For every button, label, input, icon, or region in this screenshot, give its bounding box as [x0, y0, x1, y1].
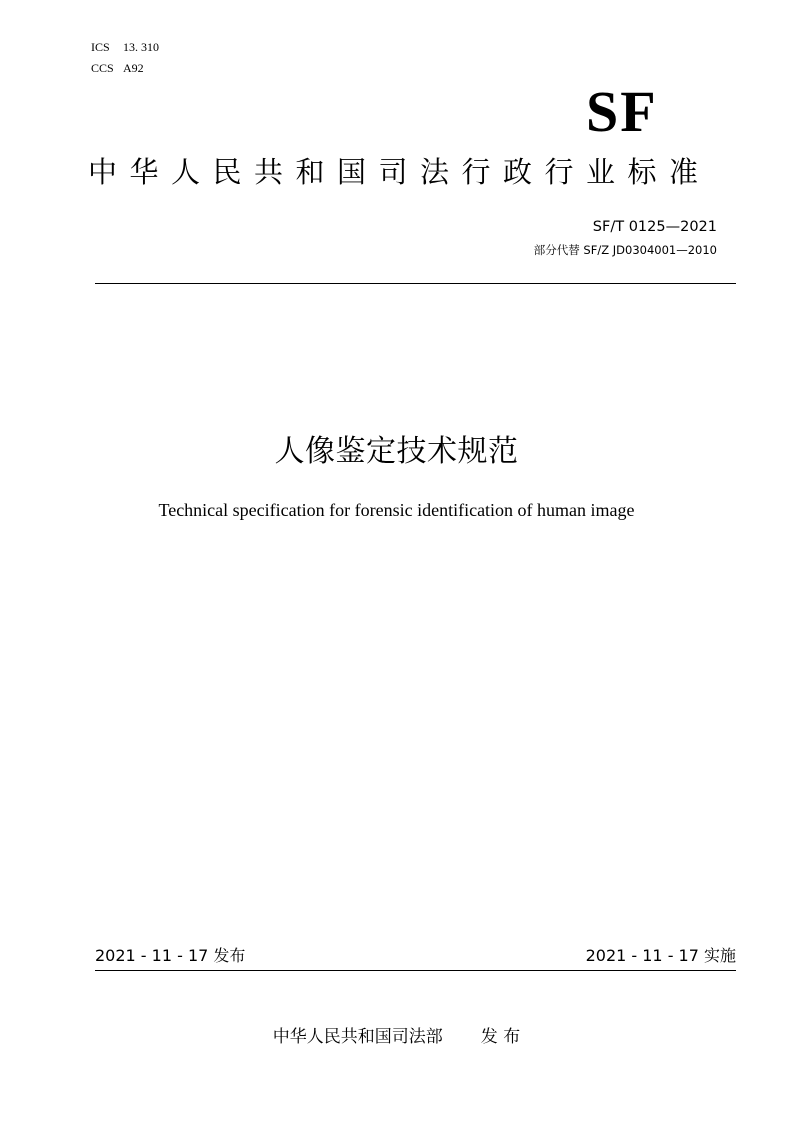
ccs-label: CCS	[91, 61, 114, 75]
ics-line	[91, 40, 159, 54]
standard-category-title: 中华人民共和国司法行政行业标准	[88, 155, 711, 189]
document-title-en: Technical specification for forensic identification of human image	[158, 500, 635, 520]
publisher-name: 中华人民共和国司法部	[272, 1027, 443, 1047]
replaces-note: 部分代替 SF/Z JD0304001—2010	[533, 243, 717, 257]
standard-number: SF/T 0125—2021	[592, 219, 717, 235]
publisher-action: 发 布	[480, 1027, 521, 1047]
ics-value: 13. 310	[123, 40, 159, 54]
document-title-cn: 人像鉴定技术规范	[274, 434, 519, 469]
header-divider	[95, 283, 736, 284]
effective-date: 2021 - 11 - 17 实施	[585, 946, 736, 965]
sf-logo: SF	[586, 79, 658, 144]
ccs-line	[91, 61, 144, 75]
ics-label: ICS	[91, 40, 110, 54]
footer-divider	[95, 970, 736, 971]
issue-date: 2021 - 11 - 17 发布	[95, 946, 246, 965]
ccs-value: A92	[123, 61, 144, 75]
publisher-line	[0, 1025, 793, 1049]
